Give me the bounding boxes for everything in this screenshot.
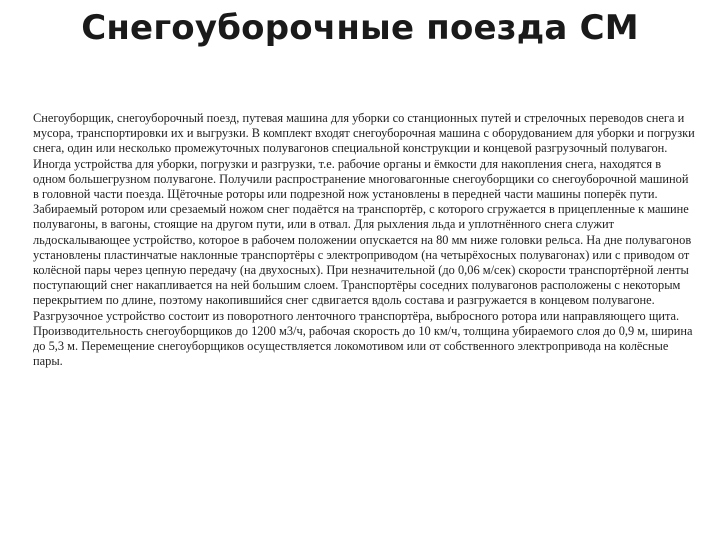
body-paragraph-description: Снегоуборщик, снегоуборочный поезд, путевая машина для уборки со станционных путей и стрелочных переводов снега и мусора, транспортировки их и выгрузки. В комплект входят снегоуборочная машина с оборудованием для уборки и погрузки снега, один или несколько промежуточных полувагонов специальной конструкции и концевой разгрузочный полувагон. Иногда устройства для уборки, погрузки и разгрузки, т.е. рабочие органы и ёмкости для накопления снега, находятся в одном большегрузном полувагоне. Получили распространение многовагонные снегоуборщики со снегоуборочной машиной в головной части поезда. Щёточные роторы или подрезной нож установлены в передней части машины поперёк пути. Забираемый ротором или срезаемый ножом снег подаётся на транспортёр, с которого сгружается в прицепленные к машине полувагоны, в вагоны, стоящие на другом пути, или в отвал. Для рыхления льда и уплотнённого снега служит льдоскалывающее устройство, которое в рабочем положении опускается на 80 мм ниже головки рельса. На дне полувагонов установлены пластинчатые наклонные транспортёры с электроприводом (на четырёхосных полувагонах) или с приводом от колёсной пары через цепную передачу (на двухосных). При незначительной (до 0,06 м/сек) скорости транспортёрной ленты поступающий снег накапливается на ней большим слоем. Транспортёры соседних полувагонов расположены с некоторым перекрытием по длине, поэтому накопившийся снег сдвигается вдоль состава и разгружается в концевом полувагоне. Разгрузочное устройство состоит из поворотного ленточного транспортёра, выбросного ротора или направляющего щита. [33,111,695,323]
slide-title: Снегоуборочные поезда СМ [81,8,639,48]
body-paragraph-specifications: Производительность снегоуборщиков до 1200 м3/ч, рабочая скорость до 10 км/ч, толщина убираемого слоя до 0,9 м, ширина до 5,3 м. Перемещение снегоуборщиков осуществляется локомотивом или от собственного электропривода на колёсные пары. [33,323,693,369]
slide-body [33,111,695,369]
